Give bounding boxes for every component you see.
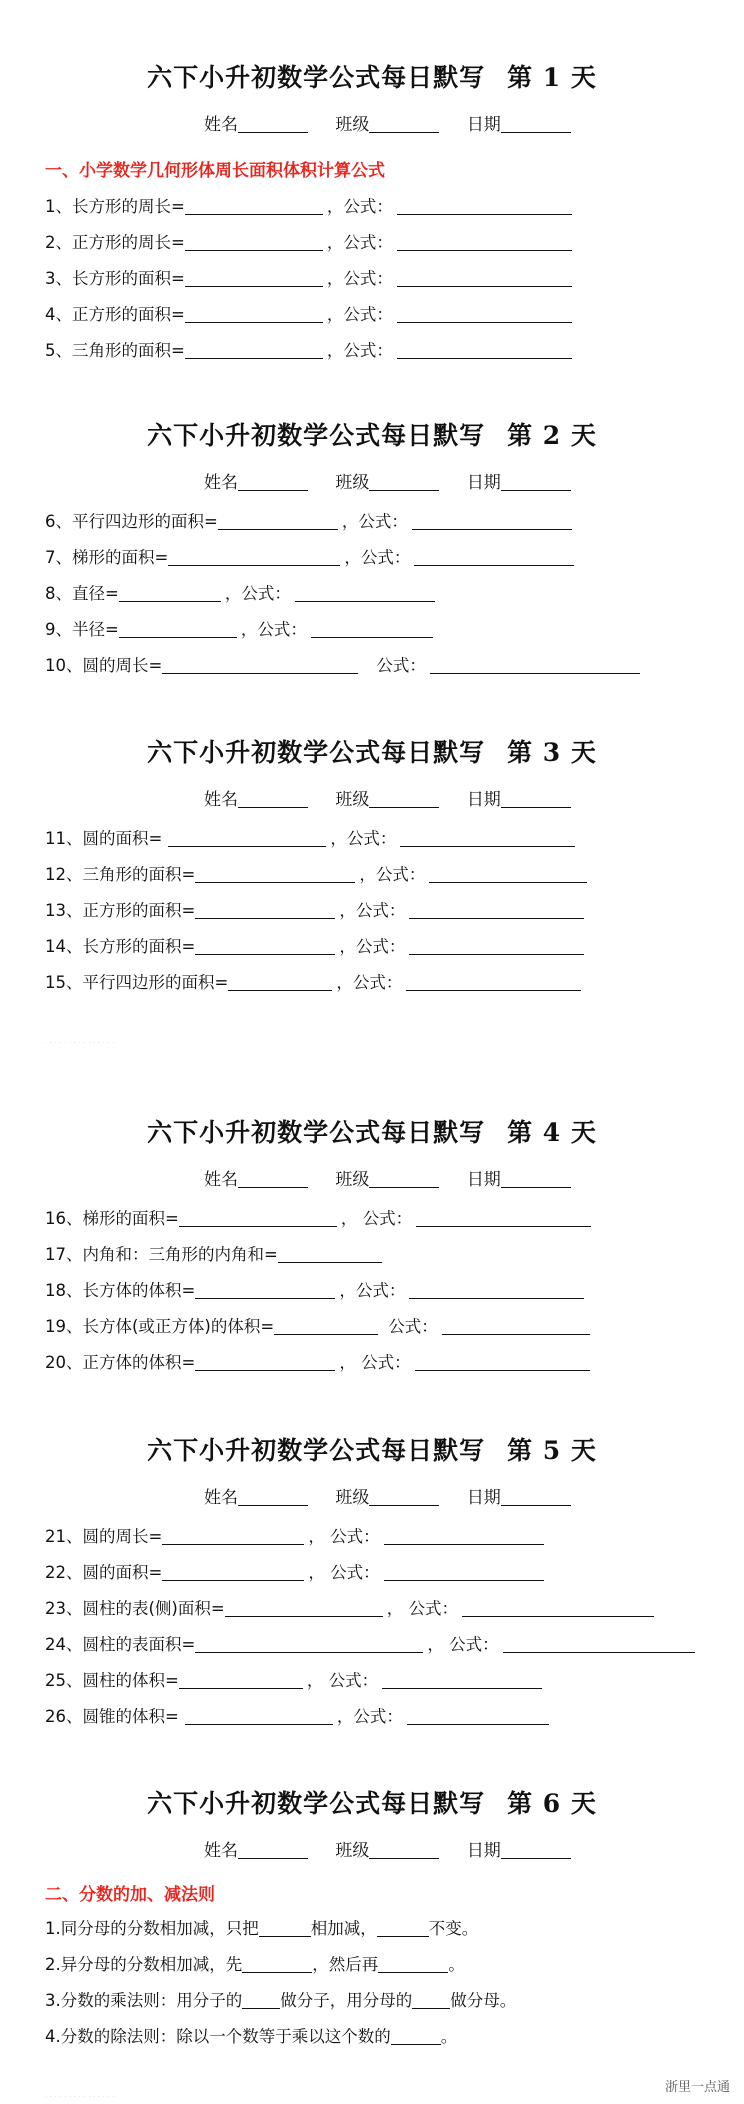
fraction-rule-item: [45, 1987, 516, 2011]
answer-blank[interactable]: [162, 657, 358, 674]
name-blank[interactable]: [238, 473, 308, 491]
student-info-row: [204, 468, 593, 493]
formula-blank[interactable]: [415, 1354, 590, 1371]
formula-label: ，公式：: [339, 1281, 406, 1300]
formula-item: [45, 897, 584, 921]
formula-blank[interactable]: [409, 938, 584, 955]
formula-label: ，公式：: [359, 865, 426, 884]
item-text: 1、长方形的周长=: [45, 197, 185, 216]
item-text: 2、正方形的周长=: [45, 233, 185, 252]
formula-item: [45, 1559, 544, 1583]
day-title-text: 六下小升初数学公式每日默写: [147, 738, 486, 767]
item-text: 19、长方体(或正方体)的体积=: [45, 1317, 275, 1336]
date-blank[interactable]: [501, 1841, 571, 1859]
name-label: 姓名: [204, 1841, 238, 1861]
day-label: 第 3 天: [507, 738, 597, 767]
day-title-text: 六下小升初数学公式每日默写: [147, 421, 486, 450]
answer-blank[interactable]: [195, 1636, 423, 1653]
formula-blank[interactable]: [397, 198, 572, 215]
answer-blank[interactable]: [185, 342, 323, 359]
formula-blank[interactable]: [412, 513, 572, 530]
formula-blank[interactable]: [409, 1282, 584, 1299]
rule-text: 1.同分母的分数相加减，只把: [45, 1919, 259, 1938]
formula-item: [45, 652, 640, 676]
day-title-text: 六下小升初数学公式每日默写: [147, 1436, 486, 1465]
item-text: 12、三角形的面积=: [45, 865, 196, 884]
date-label: 日期: [466, 115, 501, 135]
rule-text: 。: [448, 1955, 465, 1974]
formula-item: [45, 1277, 584, 1301]
formula-label: 公式：: [376, 656, 426, 675]
item-text: 16、梯形的面积=: [45, 1209, 179, 1228]
formula-item: [45, 544, 574, 568]
name-blank[interactable]: [238, 115, 308, 133]
class-blank[interactable]: [369, 115, 439, 133]
formula-item: [45, 301, 572, 325]
formula-item: [45, 969, 581, 993]
item-text: 3、长方形的面积=: [45, 269, 185, 288]
fraction-rule-item: [45, 1915, 478, 1939]
name-blank[interactable]: [238, 1841, 308, 1859]
answer-blank[interactable]: [218, 513, 338, 530]
rule-text: 做分子，用分母的: [280, 1991, 413, 2010]
item-text: 6、平行四边形的面积=: [45, 512, 218, 531]
formula-item: [45, 825, 575, 849]
formula-label: ，公式：: [339, 937, 406, 956]
answer-blank[interactable]: [162, 1528, 304, 1545]
formula-label: ，公式：: [336, 973, 403, 992]
day-title: [0, 58, 744, 94]
date-blank[interactable]: [501, 1170, 571, 1188]
class-blank[interactable]: [369, 1841, 439, 1859]
student-info-row: [204, 1836, 593, 1861]
formula-item: [45, 508, 572, 532]
formula-label: 公式：: [388, 1317, 438, 1336]
date-blank[interactable]: [501, 473, 571, 491]
day-title: [0, 416, 744, 452]
name-blank[interactable]: [238, 1170, 308, 1188]
student-info-row: [204, 1483, 593, 1508]
item-text: 13、正方形的面积=: [45, 901, 196, 920]
formula-blank[interactable]: [462, 1600, 654, 1617]
rule-text: ，然后再: [312, 1955, 379, 1974]
day-title: [0, 733, 744, 769]
section-heading: 二、分数的加、减法则: [45, 1885, 215, 1905]
formula-blank[interactable]: [295, 585, 435, 602]
answer-blank[interactable]: [259, 1920, 311, 1937]
rule-text: 2.异分母的分数相加减，先: [45, 1955, 243, 1974]
formula-label: ，公式：: [326, 269, 393, 288]
answer-blank[interactable]: [377, 1920, 429, 1937]
formula-item: [45, 229, 572, 253]
answer-blank[interactable]: [274, 1318, 378, 1335]
formula-label: ， 公式：: [427, 1635, 499, 1654]
item-text: 18、长方体的体积=: [45, 1281, 196, 1300]
formula-label: ， 公式：: [308, 1527, 380, 1546]
section-heading: 一、小学数学几何形体周长面积体积计算公式: [45, 161, 385, 181]
day-label: 第 5 天: [507, 1436, 597, 1465]
date-blank[interactable]: [501, 1488, 571, 1506]
name-blank[interactable]: [238, 1488, 308, 1506]
item-text: 24、圆柱的表面积=: [45, 1635, 196, 1654]
formula-label: ，公式：: [224, 584, 291, 603]
class-blank[interactable]: [369, 1488, 439, 1506]
answer-blank[interactable]: [195, 1282, 335, 1299]
item-text: 21、圆的周长=: [45, 1527, 163, 1546]
answer-blank[interactable]: [185, 1708, 333, 1725]
formula-label: ， 公式：: [306, 1671, 379, 1690]
rule-text: 相加减，: [310, 1919, 377, 1938]
day-title-text: 六下小升初数学公式每日默写: [147, 63, 486, 92]
formula-item: [45, 1205, 591, 1229]
formula-blank[interactable]: [414, 549, 574, 566]
formula-label: ，公式：: [326, 197, 393, 216]
item-text: 14、长方形的面积=: [45, 937, 196, 956]
item-text: 23、圆柱的表(侧)面积=: [45, 1599, 225, 1618]
student-info-row: [204, 785, 593, 810]
formula-item: [45, 580, 435, 604]
answer-blank[interactable]: [391, 2028, 441, 2045]
class-blank[interactable]: [369, 473, 439, 491]
answer-blank[interactable]: [162, 1564, 304, 1581]
formula-item: [45, 933, 584, 957]
formula-item: [45, 193, 572, 217]
formula-blank[interactable]: [442, 1318, 590, 1335]
day-title: [0, 1113, 744, 1149]
formula-label: ，公式：: [330, 829, 397, 848]
formula-blank[interactable]: [311, 621, 433, 638]
name-label: 姓名: [204, 790, 238, 810]
answer-blank[interactable]: [242, 1992, 280, 2009]
class-label: 班级: [335, 1170, 370, 1190]
date-label: 日期: [466, 790, 501, 810]
date-blank[interactable]: [501, 790, 571, 808]
formula-item: [45, 1631, 695, 1655]
formula-label: ，公式：: [326, 341, 393, 360]
item-text: 15、平行四边形的面积=: [45, 973, 229, 992]
name-label: 姓名: [204, 1170, 238, 1190]
formula-blank[interactable]: [429, 866, 587, 883]
item-text: 20、正方体的体积=: [45, 1353, 196, 1372]
formula-label: ， 公式：: [339, 1353, 411, 1372]
answer-blank[interactable]: [228, 974, 332, 991]
formula-label: ， 公式：: [340, 1209, 413, 1228]
item-text: 17、内角和：三角形的内角和=: [45, 1245, 278, 1264]
formula-item: [45, 265, 572, 289]
day-title-text: 六下小升初数学公式每日默写: [147, 1118, 486, 1147]
answer-blank[interactable]: [278, 1246, 382, 1263]
footer-brand: 浙里一点通: [664, 2080, 730, 2095]
formula-label: ， 公式：: [308, 1563, 380, 1582]
formula-blank[interactable]: [384, 1528, 544, 1545]
answer-blank[interactable]: [119, 585, 221, 602]
formula-blank[interactable]: [384, 1564, 544, 1581]
answer-blank[interactable]: [242, 1956, 312, 1973]
formula-item: [45, 1313, 590, 1337]
day-label: 第 1 天: [507, 63, 597, 92]
answer-blank[interactable]: [168, 549, 340, 566]
class-label: 班级: [335, 1488, 370, 1508]
answer-blank[interactable]: [185, 306, 323, 323]
class-blank[interactable]: [369, 790, 439, 808]
class-label: 班级: [335, 790, 370, 810]
class-label: 班级: [335, 473, 370, 493]
answer-blank[interactable]: [225, 1600, 383, 1617]
fraction-rule-item: [45, 2023, 457, 2047]
answer-blank[interactable]: [179, 1672, 303, 1689]
date-label: 日期: [466, 1488, 501, 1508]
formula-blank[interactable]: [400, 830, 575, 847]
formula-item: [45, 1703, 549, 1727]
formula-blank[interactable]: [409, 902, 584, 919]
answer-blank[interactable]: [185, 198, 323, 215]
name-label: 姓名: [204, 1488, 238, 1508]
formula-item: [45, 1595, 654, 1619]
formula-item: [45, 1523, 544, 1547]
rule-text: 做分母。: [450, 1991, 517, 2010]
item-text: 8、直径=: [45, 584, 119, 603]
day-label: 第 6 天: [507, 1789, 597, 1818]
formula-label: ，公式：: [341, 512, 408, 531]
date-label: 日期: [466, 473, 501, 493]
day-title: [0, 1431, 744, 1467]
formula-blank[interactable]: [406, 974, 581, 991]
formula-label: ， 公式：: [386, 1599, 458, 1618]
answer-blank[interactable]: [179, 1210, 337, 1227]
item-text: 9、半径=: [45, 620, 119, 639]
rule-text: 4.分数的除法则：除以一个数等于乘以这个数的: [45, 2027, 391, 2046]
name-blank[interactable]: [238, 790, 308, 808]
formula-blank[interactable]: [430, 657, 640, 674]
item-text: 5、三角形的面积=: [45, 341, 185, 360]
formula-item: [45, 337, 572, 361]
formula-item: [45, 1667, 542, 1691]
fraction-rule-item: [45, 1951, 465, 1975]
formula-item: [45, 1349, 590, 1373]
item-text: 10、圆的周长=: [45, 656, 163, 675]
formula-blank[interactable]: [397, 234, 572, 251]
student-info-row: [204, 1165, 593, 1190]
item-text: 4、正方形的面积=: [45, 305, 185, 324]
formula-item: [45, 1241, 382, 1265]
item-text: 26、圆锥的体积=: [45, 1707, 179, 1726]
answer-blank[interactable]: [412, 1992, 450, 2009]
formula-blank[interactable]: [382, 1672, 542, 1689]
formula-label: ，公式：: [336, 1707, 403, 1726]
day-label: 第 4 天: [507, 1118, 597, 1147]
answer-blank[interactable]: [195, 938, 335, 955]
answer-blank[interactable]: [185, 234, 323, 251]
answer-blank[interactable]: [168, 830, 326, 847]
rule-text: 。: [440, 2027, 458, 2046]
formula-label: ，公式：: [326, 305, 393, 324]
formula-blank[interactable]: [397, 342, 572, 359]
name-label: 姓名: [204, 473, 238, 493]
answer-blank[interactable]: [195, 902, 335, 919]
day-title: [0, 1784, 744, 1820]
date-label: 日期: [466, 1841, 501, 1861]
item-text: 25、圆柱的体积=: [45, 1671, 179, 1690]
rule-text: 3.分数的乘法则：用分子的: [45, 1991, 243, 2010]
answer-blank[interactable]: [195, 1354, 335, 1371]
name-label: 姓名: [204, 115, 238, 135]
item-text: 22、圆的面积=: [45, 1563, 163, 1582]
formula-label: ，公式：: [339, 901, 406, 920]
formula-label: ，公式：: [326, 233, 393, 252]
class-blank[interactable]: [369, 1170, 439, 1188]
formula-blank[interactable]: [503, 1636, 695, 1653]
formula-item: [45, 616, 433, 640]
date-label: 日期: [466, 1170, 501, 1190]
student-info-row: [204, 110, 593, 135]
rule-text: 不变。: [428, 1919, 479, 1938]
watermark: · · · · · · · · · · · · · · ·: [45, 2094, 115, 2101]
class-label: 班级: [335, 1841, 370, 1861]
item-text: 11、圆的面积=: [45, 829, 163, 848]
formula-label: ，公式：: [344, 548, 411, 567]
answer-blank[interactable]: [378, 1956, 448, 1973]
formula-blank[interactable]: [397, 270, 572, 287]
formula-blank[interactable]: [397, 306, 572, 323]
answer-blank[interactable]: [185, 270, 323, 287]
answer-blank[interactable]: [195, 866, 355, 883]
formula-item: [45, 861, 587, 885]
day-title-text: 六下小升初数学公式每日默写: [147, 1789, 486, 1818]
answer-blank[interactable]: [119, 621, 237, 638]
formula-blank[interactable]: [416, 1210, 591, 1227]
item-text: 7、梯形的面积=: [45, 548, 169, 567]
formula-blank[interactable]: [407, 1708, 549, 1725]
watermark: · · · · · · · · · · · · · · ·: [45, 1040, 115, 1047]
day-label: 第 2 天: [507, 421, 597, 450]
formula-label: ，公式：: [240, 620, 307, 639]
class-label: 班级: [335, 115, 370, 135]
date-blank[interactable]: [501, 115, 571, 133]
